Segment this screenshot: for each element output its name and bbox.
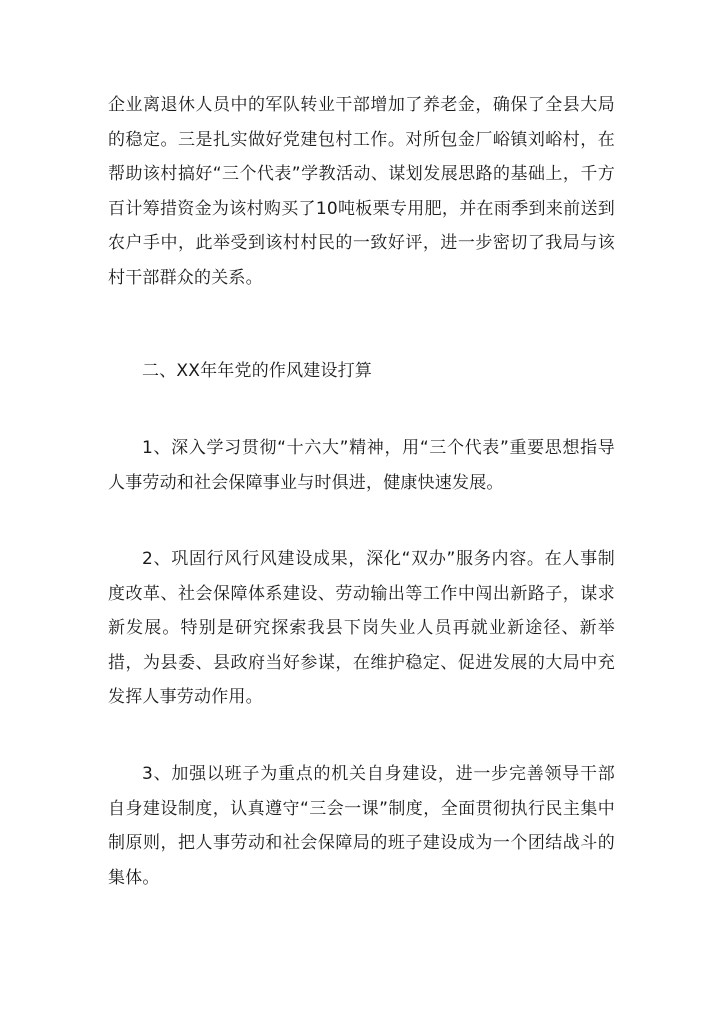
plan-item-1: 1、深入学习贯彻“十六大”精神，用“三个代表”重要思想指导人事劳动和社会保障事业与时俱进，健康快速发展。: [108, 438, 615, 493]
paragraph-continuation: 企业离退休人员中的军队转业干部增加了养老金，确保了全县大局的稳定。三是扎实做好党建包村工作。对所包金厂峪镇刘峪村，在帮助该村搞好“三个代表”学教活动、谋划发展思路的基础上，千方百计筹措资金为该村购买了10吨板栗专用肥，并在雨季到来前送到农户手中，此举受到该村村民的一致好评，进一步密切了我局与该村干部群众的关系。: [108, 95, 615, 288]
plan-item-3: 3、加强以班子为重点的机关自身建设，进一步完善领导干部自身建设制度，认真遵守“三会一课”制度，全面贯彻执行民主集中制原则，把人事劳动和社会保障局的班子建设成为一个团结战斗的集体。: [108, 764, 615, 888]
section-heading: 二、XX年年党的作风建设打算: [142, 361, 373, 381]
plan-item-2: 2、巩固行风行风建设成果，深化“双办”服务内容。在人事制度改革、社会保障体系建设、劳动输出等工作中闯出新路子，谋求新发展。特别是研究探索我县下岗失业人员再就业新途径、新举措，为县委、县政府当好参谋，在维护稳定、促进发展的大局中充发挥人事劳动作用。: [108, 549, 615, 708]
